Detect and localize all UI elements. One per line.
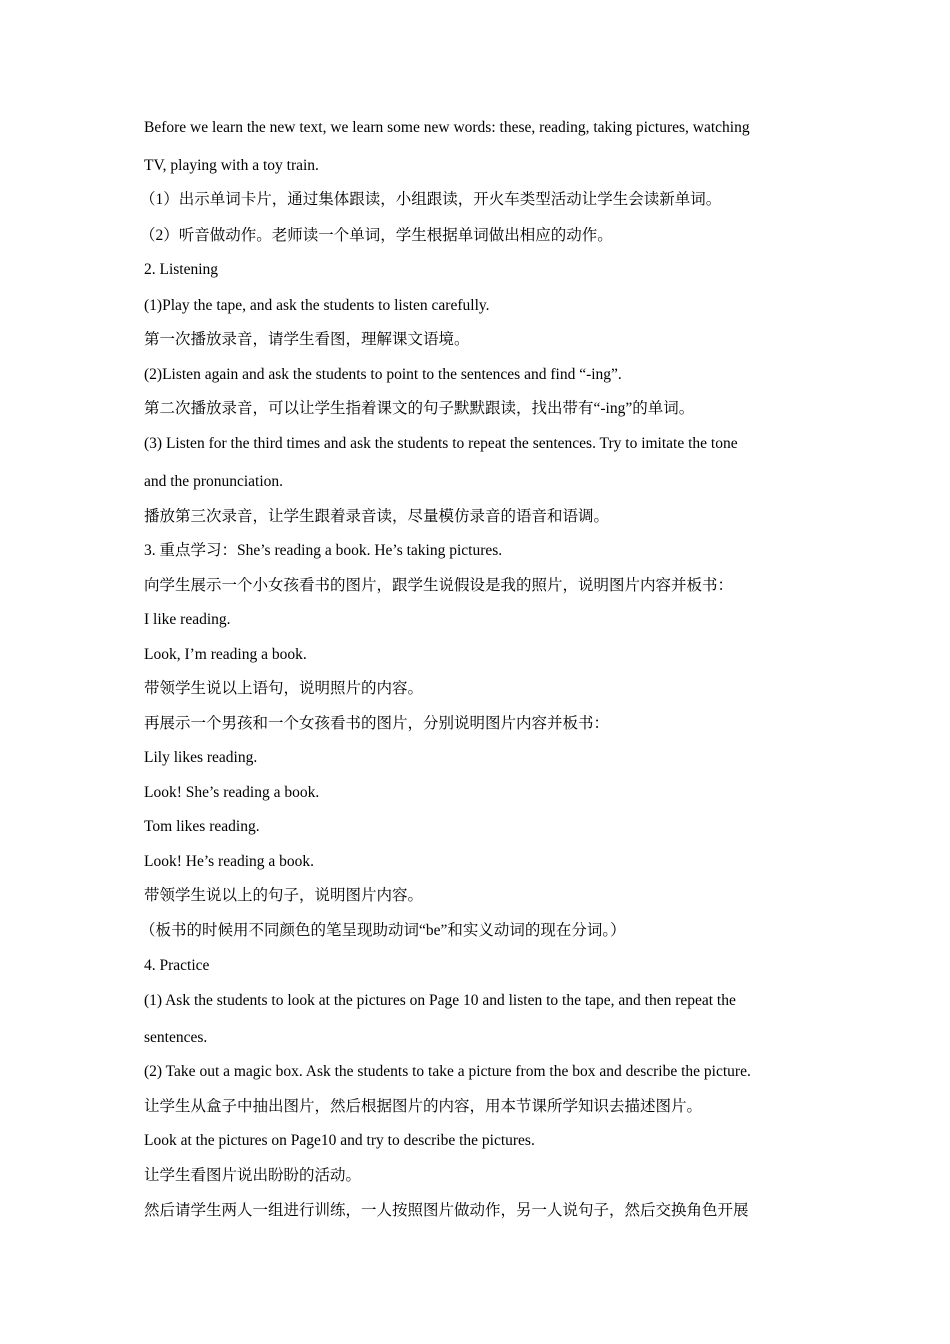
text-line: sentences. xyxy=(144,1029,208,1046)
section-heading: 3. 重点学习：She’s reading a book. He’s taking pictures. xyxy=(144,542,503,559)
text-line: （板书的时候用不同颜色的笔呈现助动词“be”和实义动词的现在分词。） xyxy=(140,922,626,939)
text-line: (1)Play the tape, and ask the students to listen carefully. xyxy=(144,297,490,314)
text-line: Look! He’s reading a book. xyxy=(144,853,315,870)
text-line: （2）听音做动作。老师读一个单词，学生根据单词做出相应的动作。 xyxy=(140,227,613,244)
text-line: and the pronunciation. xyxy=(144,473,284,490)
text-line: 第一次播放录音，请学生看图，理解课文语境。 xyxy=(144,331,470,348)
text-line: (2) Take out a magic box. Ask the students to take a picture from the box and describe the picture. xyxy=(144,1063,751,1080)
text-line: 让学生从盒子中抽出图片，然后根据图片的内容，用本节课所学知识去描述图片。 xyxy=(144,1098,703,1115)
text-line: (1) Ask the students to look at the pictures on Page 10 and listen to the tape, and then repeat the xyxy=(144,992,736,1009)
text-line: Before we learn the new text, we learn some new words: these, reading, taking pictures, watching xyxy=(144,119,750,136)
text-line: 第二次播放录音，可以让学生指着课文的句子默默跟读，找出带有“-ing”的单词。 xyxy=(144,400,695,417)
text-line: 播放第三次录音，让学生跟着录音读，尽量模仿录音的语音和语调。 xyxy=(144,508,610,525)
text-line: Look! She’s reading a book. xyxy=(144,784,320,801)
text-line: 让学生看图片说出盼盼的活动。 xyxy=(144,1167,362,1184)
text-line: 再展示一个男孩和一个女孩看书的图片，分别说明图片内容并板书： xyxy=(144,715,610,732)
text-line: 带领学生说以上语句，说明照片的内容。 xyxy=(144,680,424,697)
text-line: (2)Listen again and ask the students to point to the sentences and find “-ing”. xyxy=(144,366,622,383)
text-line: 然后请学生两人一组进行训练，一人按照图片做动作，另一人说句子，然后交换角色开展 xyxy=(144,1202,749,1219)
text-line: （1）出示单词卡片，通过集体跟读，小组跟读，开火车类型活动让学生会读新单词。 xyxy=(140,191,722,208)
text-line: 带领学生说以上的句子，说明图片内容。 xyxy=(144,887,424,904)
section-heading: 2. Listening xyxy=(144,261,219,278)
text-line: 向学生展示一个小女孩看书的图片，跟学生说假设是我的照片，说明图片内容并板书： xyxy=(144,577,734,594)
text-line: I like reading. xyxy=(144,611,231,628)
text-line: Tom likes reading. xyxy=(144,818,260,835)
section-heading: 4. Practice xyxy=(144,957,210,974)
text-line: Look, I’m reading a book. xyxy=(144,646,307,663)
text-line: Lily likes reading. xyxy=(144,749,258,766)
text-line: Look at the pictures on Page10 and try to describe the pictures. xyxy=(144,1132,535,1149)
text-line: TV, playing with a toy train. xyxy=(144,157,319,174)
text-line: (3) Listen for the third times and ask the students to repeat the sentences. Try to imitate the tone xyxy=(144,435,738,452)
